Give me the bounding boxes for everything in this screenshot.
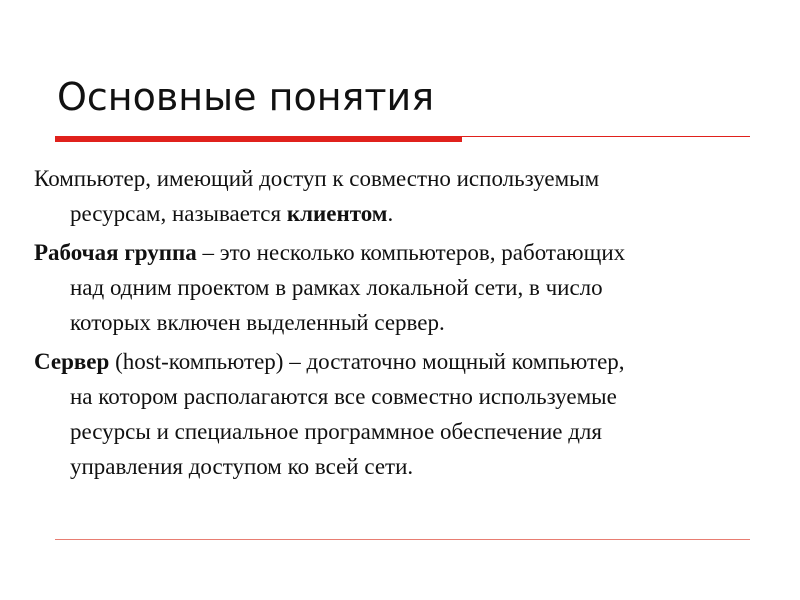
term-workgroup: Рабочая группа	[34, 240, 197, 265]
text-line: ресурсы и специальное программное обеспечение для	[70, 419, 602, 444]
text-line	[70, 201, 393, 226]
text-span: (host-компьютер) – достаточно мощный компьютер,	[109, 349, 625, 374]
text-span: – это несколько компьютеров, работающих	[196, 240, 626, 265]
slide-content	[34, 161, 784, 488]
title-underline-line	[462, 136, 750, 137]
text-span: .	[387, 201, 394, 226]
slide-title: Основные понятия	[57, 75, 435, 119]
text-line: которых включен выделенный сервер.	[70, 310, 445, 335]
text-span: ресурсам, называется	[70, 201, 287, 226]
text-line: над одним проектом в рамках локальной сети, в число	[70, 275, 603, 300]
term-client: клиентом	[286, 201, 388, 226]
text-line: на котором располагаются все совместно используемые	[70, 384, 617, 409]
text-line: управления доступом ко всей сети.	[70, 454, 414, 479]
title-underline-bar	[55, 136, 462, 142]
definition-workgroup	[34, 235, 784, 340]
text-line: Компьютер, имеющий доступ к совместно используемым	[34, 166, 600, 191]
footer-divider	[55, 539, 750, 540]
definition-server	[34, 344, 784, 484]
term-server: Сервер	[34, 349, 110, 374]
text-line	[34, 240, 625, 265]
definition-client	[34, 161, 784, 231]
text-line	[34, 349, 625, 374]
